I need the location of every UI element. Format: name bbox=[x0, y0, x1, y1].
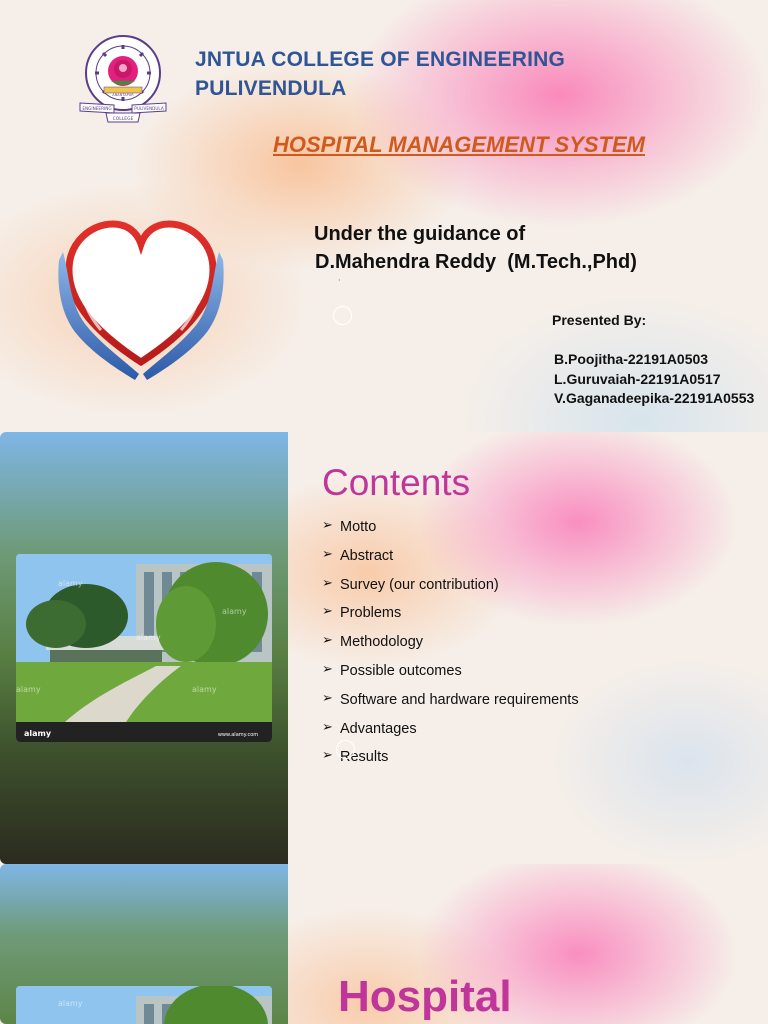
hospital-slide bbox=[0, 864, 768, 1024]
college-name bbox=[195, 45, 565, 103]
photo-watermark: alamy bbox=[24, 729, 52, 738]
guidance-label: Under the guidance of bbox=[314, 223, 526, 245]
circle-marker bbox=[336, 740, 355, 759]
title-slide bbox=[0, 0, 768, 432]
svg-text:alamy: alamy bbox=[136, 633, 161, 642]
arrow-bullet-icon: ➢ bbox=[322, 574, 333, 590]
svg-text:COLLEGE: COLLEGE bbox=[112, 117, 134, 122]
contents-list bbox=[322, 516, 579, 775]
contents-item: ➢ Possible outcomes bbox=[322, 660, 462, 679]
contents-item: ➢ Software and hardware requirements bbox=[322, 689, 579, 708]
hospital-building-photo bbox=[16, 554, 272, 742]
svg-text:alamy: alamy bbox=[192, 685, 217, 694]
svg-text:alamy: alamy bbox=[58, 579, 83, 588]
presenter-item: L.Guruvaiah-22191A0517 bbox=[554, 370, 721, 387]
svg-text:alamy: alamy bbox=[16, 685, 41, 694]
contents-item: ➢ Advantages bbox=[322, 718, 417, 737]
university-seal-icon bbox=[78, 33, 168, 125]
svg-text:ANANTAPUR: ANANTAPUR bbox=[112, 93, 134, 97]
presenter-item: B.Poojitha-22191A0503 bbox=[554, 351, 709, 367]
guidance-block bbox=[314, 220, 637, 276]
guide-name: D.Mahendra Reddy (M.Tech.,Phd) bbox=[315, 251, 637, 273]
college-name-line1: JNTUA COLLEGE OF ENGINEERING bbox=[195, 48, 566, 71]
hospital-heading: Hospital bbox=[338, 972, 512, 1021]
project-title: HOSPITAL MANAGEMENT SYSTEM bbox=[273, 132, 645, 157]
svg-text:ENGINEERING: ENGINEERING bbox=[82, 106, 112, 111]
college-name-line2: PULIVENDULA bbox=[195, 77, 347, 100]
contents-slide bbox=[0, 432, 768, 864]
arrow-bullet-icon: ➢ bbox=[322, 603, 333, 619]
svg-text:PULIVENDULA: PULIVENDULA bbox=[134, 106, 164, 111]
photo-caption: www.alamy.com bbox=[217, 732, 259, 738]
contents-item: ➢ Motto bbox=[322, 517, 377, 535]
arrow-bullet-icon: ➢ bbox=[322, 689, 333, 705]
contents-item: ➢ Methodology bbox=[322, 632, 424, 651]
arrow-bullet-icon: ➢ bbox=[322, 718, 333, 734]
svg-text:alamy: alamy bbox=[222, 607, 247, 616]
contents-item: ➢ Abstract bbox=[322, 545, 394, 564]
arrow-bullet-icon: ➢ bbox=[322, 747, 333, 763]
slide-left-panel bbox=[0, 432, 288, 864]
arrow-bullet-icon: ➢ bbox=[322, 545, 333, 561]
contents-item: ➢ Results bbox=[322, 747, 389, 766]
presented-by-label: Presented By: bbox=[552, 312, 647, 328]
presenter-item: V.Gaganadeepika-22191A0553 bbox=[554, 390, 755, 406]
arrow-bullet-icon: ➢ bbox=[322, 660, 333, 676]
presenter-list bbox=[554, 350, 754, 409]
arrow-bullet-icon: ➢ bbox=[322, 517, 333, 532]
slide-left-panel bbox=[0, 864, 288, 1024]
hospital-building-photo bbox=[16, 986, 272, 1024]
contents-item: ➢ Problems bbox=[322, 603, 402, 622]
circle-marker bbox=[333, 306, 352, 325]
contents-item: ➢ Survey (our contribution) bbox=[322, 574, 499, 593]
contents-title: Contents bbox=[322, 462, 471, 503]
dot-marker: · bbox=[338, 276, 341, 285]
heart-in-hands-icon bbox=[55, 212, 227, 380]
photo-watermark: alamy bbox=[58, 999, 83, 1008]
arrow-bullet-icon: ➢ bbox=[322, 632, 333, 648]
